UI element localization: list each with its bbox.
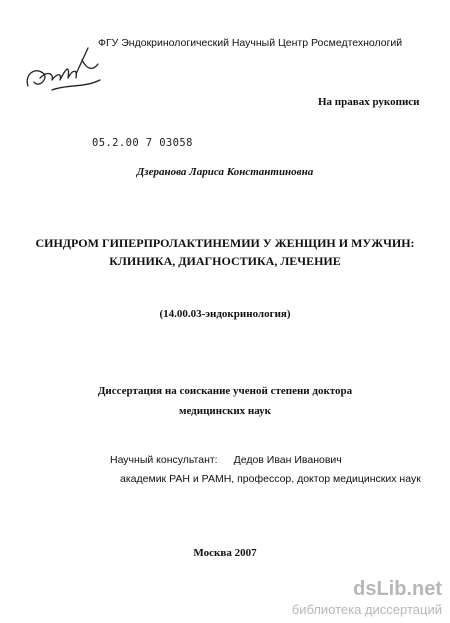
degree-line-1: Диссертация на соискание ученой степени доктора <box>97 385 353 397</box>
organization-name: ФГУ Эндокринологический Научный Центр Росмедтехнологий <box>98 37 403 49</box>
title-line-2: КЛИНИКА, ДИАГНОСТИКА, ЛЕЧЕНИЕ <box>109 254 341 268</box>
consultant-label: Научный консультант: <box>110 454 218 466</box>
dissertation-title <box>0 234 450 270</box>
registration-stamp: 05.2.00 7 03058 <box>92 137 193 149</box>
degree-statement <box>0 381 450 421</box>
watermark-logo: dsLib.net <box>353 578 442 600</box>
manuscript-note: На правах рукописи <box>318 96 420 108</box>
author-name: Дзеранова Лариса Константиновна <box>136 166 314 178</box>
watermark-subtitle: библиотека диссертаций <box>291 602 442 617</box>
consultant-name: Дедов Иван Иванович <box>233 454 342 466</box>
title-line-1: СИНДРОМ ГИПЕРПРОЛАКТИНЕМИИ У ЖЕНЩИН И МУЖЧИН: <box>35 236 415 250</box>
consultant-title: академик РАН и РАМН, профессор, доктор медицинских наук <box>120 473 421 485</box>
degree-line-2: медицинских наук <box>178 405 272 417</box>
city-year: Москва 2007 <box>193 547 257 559</box>
specialty-code: (14.00.03-эндокринология) <box>159 308 291 320</box>
consultant-line <box>110 454 342 466</box>
handwritten-signature <box>22 44 104 102</box>
